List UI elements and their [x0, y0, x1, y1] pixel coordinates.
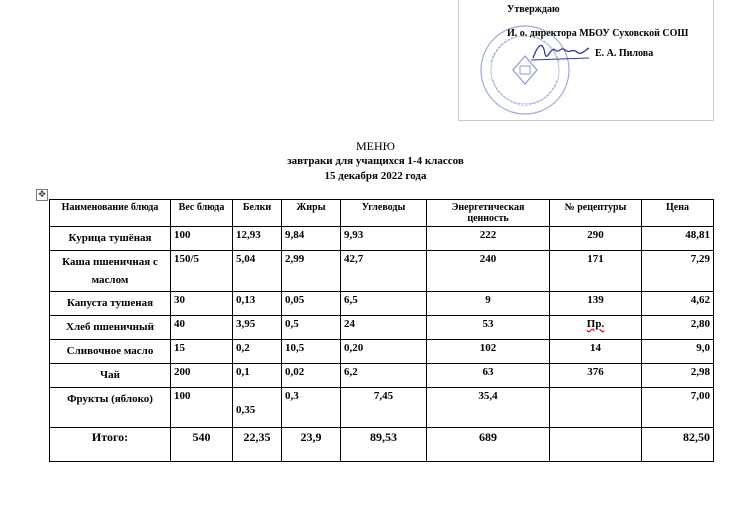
cell-protein: 0,2 — [233, 340, 282, 364]
cell-carbs: 9,93 — [341, 227, 427, 251]
table-row — [50, 388, 714, 428]
table-total-row — [50, 428, 714, 462]
total-recipe — [550, 428, 642, 462]
menu-date: 15 декабря 2022 года — [324, 170, 427, 182]
cell-fat: 0,5 — [282, 316, 341, 340]
col-header: Жиры — [282, 200, 341, 227]
cell-fat: 0,3 — [282, 388, 341, 428]
col-header: Наименование блюда — [50, 200, 171, 227]
col-header: Цена — [642, 200, 714, 227]
cell-carbs: 6,2 — [341, 364, 427, 388]
cell-fat: 9,84 — [282, 227, 341, 251]
total-price: 82,50 — [642, 428, 714, 462]
table-row — [50, 251, 714, 292]
approval-title: Утверждаю — [507, 4, 560, 15]
cell-energy: 63 — [427, 364, 550, 388]
cell-energy: 222 — [427, 227, 550, 251]
cell-protein: 12,93 — [233, 227, 282, 251]
menu-title: МЕНЮ — [356, 139, 395, 153]
cell-protein — [233, 388, 282, 428]
dish-name: Фрукты (яблоко) — [50, 388, 171, 428]
cell-price: 48,81 — [642, 227, 714, 251]
dish-name: Курица тушёная — [50, 227, 171, 251]
col-header: Энергетическая ценность — [427, 200, 550, 227]
cell-weight: 100 — [171, 388, 233, 428]
dish-name: Чай — [50, 364, 171, 388]
cell-price: 7,00 — [642, 388, 714, 428]
protein-value: 0,35 — [236, 404, 256, 416]
menu-subtitle: завтраки для учащихся 1-4 классов — [287, 155, 464, 167]
cell-price: 7,29 — [642, 251, 714, 292]
cell-carbs: 42,7 — [341, 251, 427, 292]
approval-block — [458, 0, 714, 121]
cell-carbs: 7,45 — [341, 388, 427, 428]
cell-energy: 102 — [427, 340, 550, 364]
total-carbs: 89,53 — [341, 428, 427, 462]
cell-protein: 0,1 — [233, 364, 282, 388]
cell-price: 2,98 — [642, 364, 714, 388]
cell-fat: 0,02 — [282, 364, 341, 388]
dish-name: Капуста тушеная — [50, 292, 171, 316]
cell-recipe — [550, 388, 642, 428]
total-label: Итого: — [50, 428, 171, 462]
cell-carbs: 24 — [341, 316, 427, 340]
table-move-handle-icon[interactable]: ✥ — [36, 189, 48, 201]
cell-weight: 150/5 — [171, 251, 233, 292]
cell-recipe: 139 — [550, 292, 642, 316]
cell-weight: 200 — [171, 364, 233, 388]
dish-name: Сливочное масло — [50, 340, 171, 364]
cell-recipe: 290 — [550, 227, 642, 251]
approval-role: И. о. директора МБОУ Суховской СОШ — [507, 28, 689, 39]
stamp-seal — [477, 22, 573, 118]
cell-price: 2,80 — [642, 316, 714, 340]
cell-energy: 53 — [427, 316, 550, 340]
cell-carbs: 6,5 — [341, 292, 427, 316]
total-fat: 23,9 — [282, 428, 341, 462]
cell-recipe — [550, 316, 642, 340]
table-row — [50, 227, 714, 251]
cell-weight: 100 — [171, 227, 233, 251]
cell-protein: 0,13 — [233, 292, 282, 316]
cell-energy: 35,4 — [427, 388, 550, 428]
dish-name: Хлеб пшеничный — [50, 316, 171, 340]
cell-energy: 240 — [427, 251, 550, 292]
cell-recipe: 171 — [550, 251, 642, 292]
cell-weight: 40 — [171, 316, 233, 340]
table-header-row — [50, 200, 714, 227]
table-row — [50, 364, 714, 388]
approval-signer: Е. А. Пилова — [595, 48, 654, 59]
table-row — [50, 292, 714, 316]
menu-table — [49, 199, 714, 462]
col-header: Углеводы — [341, 200, 427, 227]
col-header: № рецептуры — [550, 200, 642, 227]
cell-price: 4,62 — [642, 292, 714, 316]
cell-fat: 10,5 — [282, 340, 341, 364]
table-row — [50, 316, 714, 340]
total-energy: 689 — [427, 428, 550, 462]
total-protein: 22,35 — [233, 428, 282, 462]
col-header: Белки — [233, 200, 282, 227]
total-weight: 540 — [171, 428, 233, 462]
cell-protein: 3,95 — [233, 316, 282, 340]
cell-recipe: 14 — [550, 340, 642, 364]
cell-protein: 5,04 — [233, 251, 282, 292]
cell-price: 9,0 — [642, 340, 714, 364]
cell-weight: 30 — [171, 292, 233, 316]
col-header: Вес блюда — [171, 200, 233, 227]
cell-carbs: 0,20 — [341, 340, 427, 364]
cell-recipe: 376 — [550, 364, 642, 388]
cell-weight: 15 — [171, 340, 233, 364]
handwritten-signature — [529, 38, 593, 64]
dish-name: Каша пшеничная с маслом — [50, 251, 171, 292]
cell-fat: 0,05 — [282, 292, 341, 316]
cell-fat: 2,99 — [282, 251, 341, 292]
recipe-code: Пр. — [586, 318, 605, 330]
table-row — [50, 340, 714, 364]
cell-energy: 9 — [427, 292, 550, 316]
